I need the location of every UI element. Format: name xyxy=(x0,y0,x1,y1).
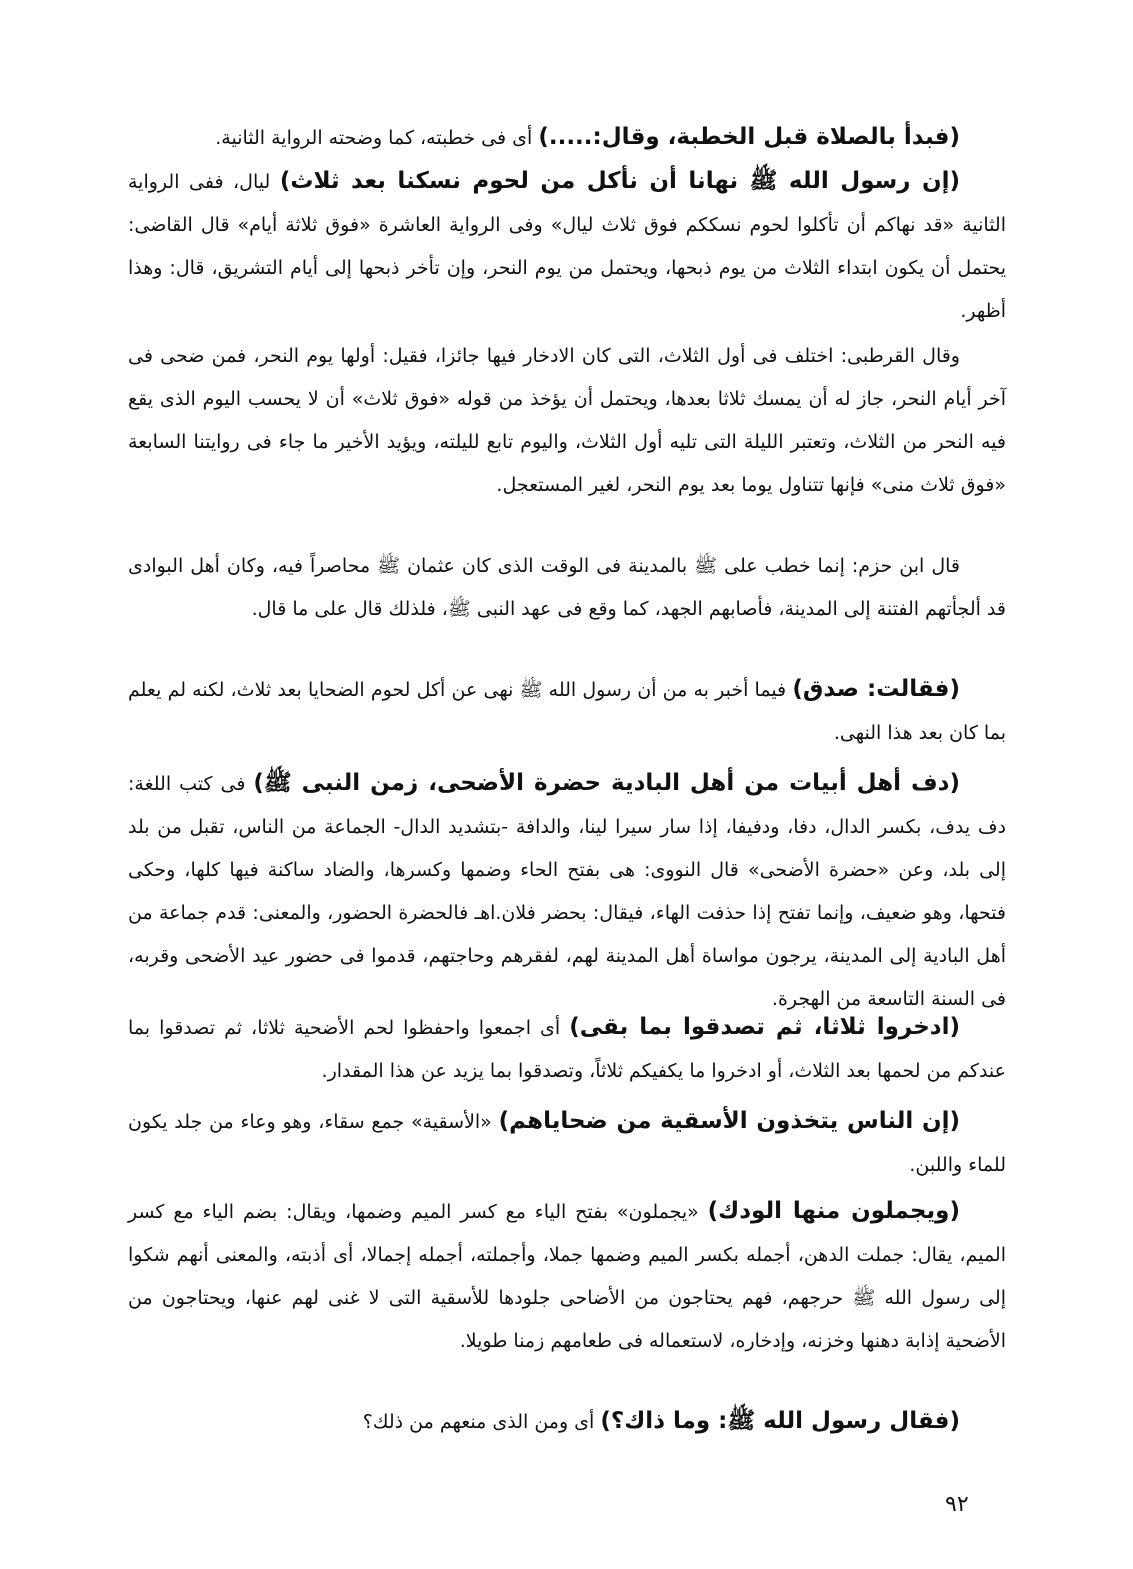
paragraph-heading: (ادخروا ثلاثا، ثم تصدقوا بما بقى) xyxy=(569,1014,960,1040)
paragraph-heading: (فقال رسول الله ﷺ: وما ذاك؟) xyxy=(600,1408,960,1434)
paragraph-text: فى كتب اللغة: دف يدف، بكسر الدال، دفا، ودفيفا، إذا سار سيرا لينا، والدافة -بتشديد الدال- الجماعة من الناس، تقبل من بلد إلى بلد، وعن «حضرة الأضحى» قال النووى: هى بفتح الحاء وضمها وكسرها، والضاد ساكنة فيها كلها، وحكى فتحها، وهو ضعيف، وإنما تفتح إذا حذفت الهاء، فيقال: بحضر فلان.اهـ فالحضرة الحضور، والمعنى: قدم جماعة من أهل البادية إلى المدينة، يرجون مواساة أهل المدينة لهم، لفقرهم وحاجتهم، قدموا فى حضور عيد الأضحى وقربه، فى السنة التاسعة من الهجرة. xyxy=(128,773,1006,1010)
paragraph-text: قال ابن حزم: إنما خطب على ﷺ بالمدينة فى الوقت الذى كان عثمان ﷺ محاصراً فيه، وكان أهل البوادى قد ألجأتهم الفتنة إلى المدينة، فأصابهم الجهد، كما وقع فى عهد النبى ﷺ، فلذلك قال على ما قال. xyxy=(128,555,1006,620)
paragraph-9 xyxy=(128,1190,1006,1363)
paragraph-text: فيما أخبر به من أن رسول الله ﷺ نهى عن أكل لحوم الضحايا بعد ثلاث، لكنه لم يعلم بما كان بعد هذا النهى. xyxy=(128,679,1006,744)
paragraph-heading: (ويجملون منها الودك) xyxy=(707,1198,960,1224)
paragraph-1 xyxy=(128,116,1006,160)
paragraph-text: أى فى خطبته، كما وضحته الرواية الثانية. xyxy=(215,127,539,149)
paragraph-heading: (إن رسول الله ﷺ نهانا أن نأكل من لحوم نسكنا بعد ثلاث) xyxy=(279,168,960,194)
paragraph-heading: (إن الناس يتخذون الأسقية من ضحاياهم) xyxy=(498,1108,960,1134)
page-number: ٩٢ xyxy=(945,1492,969,1517)
paragraph-6 xyxy=(128,762,1006,1021)
paragraph-text: أى ومن الذى منعهم من ذلك؟ xyxy=(362,1411,601,1433)
paragraph-heading: (دف أهل أبيات من أهل البادية حضرة الأضحى، زمن النبى ﷺ) xyxy=(253,770,960,796)
paragraph-10 xyxy=(128,1400,1006,1444)
paragraph-4 xyxy=(128,544,1006,631)
paragraph-3 xyxy=(128,334,1006,507)
paragraph-heading: (فبدأ بالصلاة قبل الخطبة، وقال:.....) xyxy=(538,124,960,150)
paragraph-7 xyxy=(128,1006,1006,1093)
paragraph-5 xyxy=(128,668,1006,755)
paragraph-text: «يجملون» بفتح الياء مع كسر الميم وضمها، ويقال: بضم الياء مع كسر الميم، يقال: جملت الدهن، أجمله بكسر الميم وضمها جملا، وأجملته، أجمله إجمالا، أى أذبته، والمعنى أنهم شكوا إلى رسول الله ﷺ حرجهم، فهم يحتاجون من الأضاحى جلودها للأسقية التى لا غنى لهم عنها، ويحتاجون من الأضحية إذابة دهنها وخزنه، وإدخاره، لاستعماله فى طعامهم زمنا طويلا. xyxy=(128,1201,1006,1352)
paragraph-text: ليال، ففى الرواية الثانية «قد نهاكم أن تأكلوا لحوم نسككم فوق ثلاث ليال» وفى الرواية العاشرة «فوق ثلاثة أيام» قال القاضى: يحتمل أن يكون ابتداء الثلاث من يوم ذبحها، ويحتمل من يوم النحر، وإن تأخر ذبحها إلى أيام التشريق، قال: وهذا أظهر. xyxy=(128,171,1006,322)
paragraph-2 xyxy=(128,160,1006,333)
paragraph-8 xyxy=(128,1100,1006,1187)
paragraph-text: «الأسقية» جمع سقاء، وهو وعاء من جلد يكون للماء واللبن. xyxy=(128,1111,1006,1176)
paragraph-heading: (فقالت: صدق) xyxy=(792,676,960,702)
paragraph-text: وقال القرطبى: اختلف فى أول الثلاث، التى كان الادخار فيها جائزا، فقيل: أولها يوم النحر، فمن ضحى فى آخر أيام النحر، جاز له أن يمسك ثلاثا بعدها، ويحتمل أن يؤخذ من قوله «فوق ثلاث» أن لا يحسب اليوم الذى يقع فيه النحر من الثلاث، وتعتبر الليلة التى تليه أول الثلاث، واليوم تابع لليلته، ويؤيد الأخير ما جاء فى روايتنا السابعة «فوق ثلاث منى» فإنها تتناول يوما بعد يوم النحر، لغير المستعجل. xyxy=(128,345,1006,496)
paragraph-text: أى اجمعوا واحفظوا لحم الأضحية ثلاثا، ثم تصدقوا بما عندكم من لحمها بعد الثلاث، أو ادخروا ما يكفيكم ثلاثاً، وتصدقوا بما يزيد عن هذا المقدار. xyxy=(128,1017,1006,1082)
